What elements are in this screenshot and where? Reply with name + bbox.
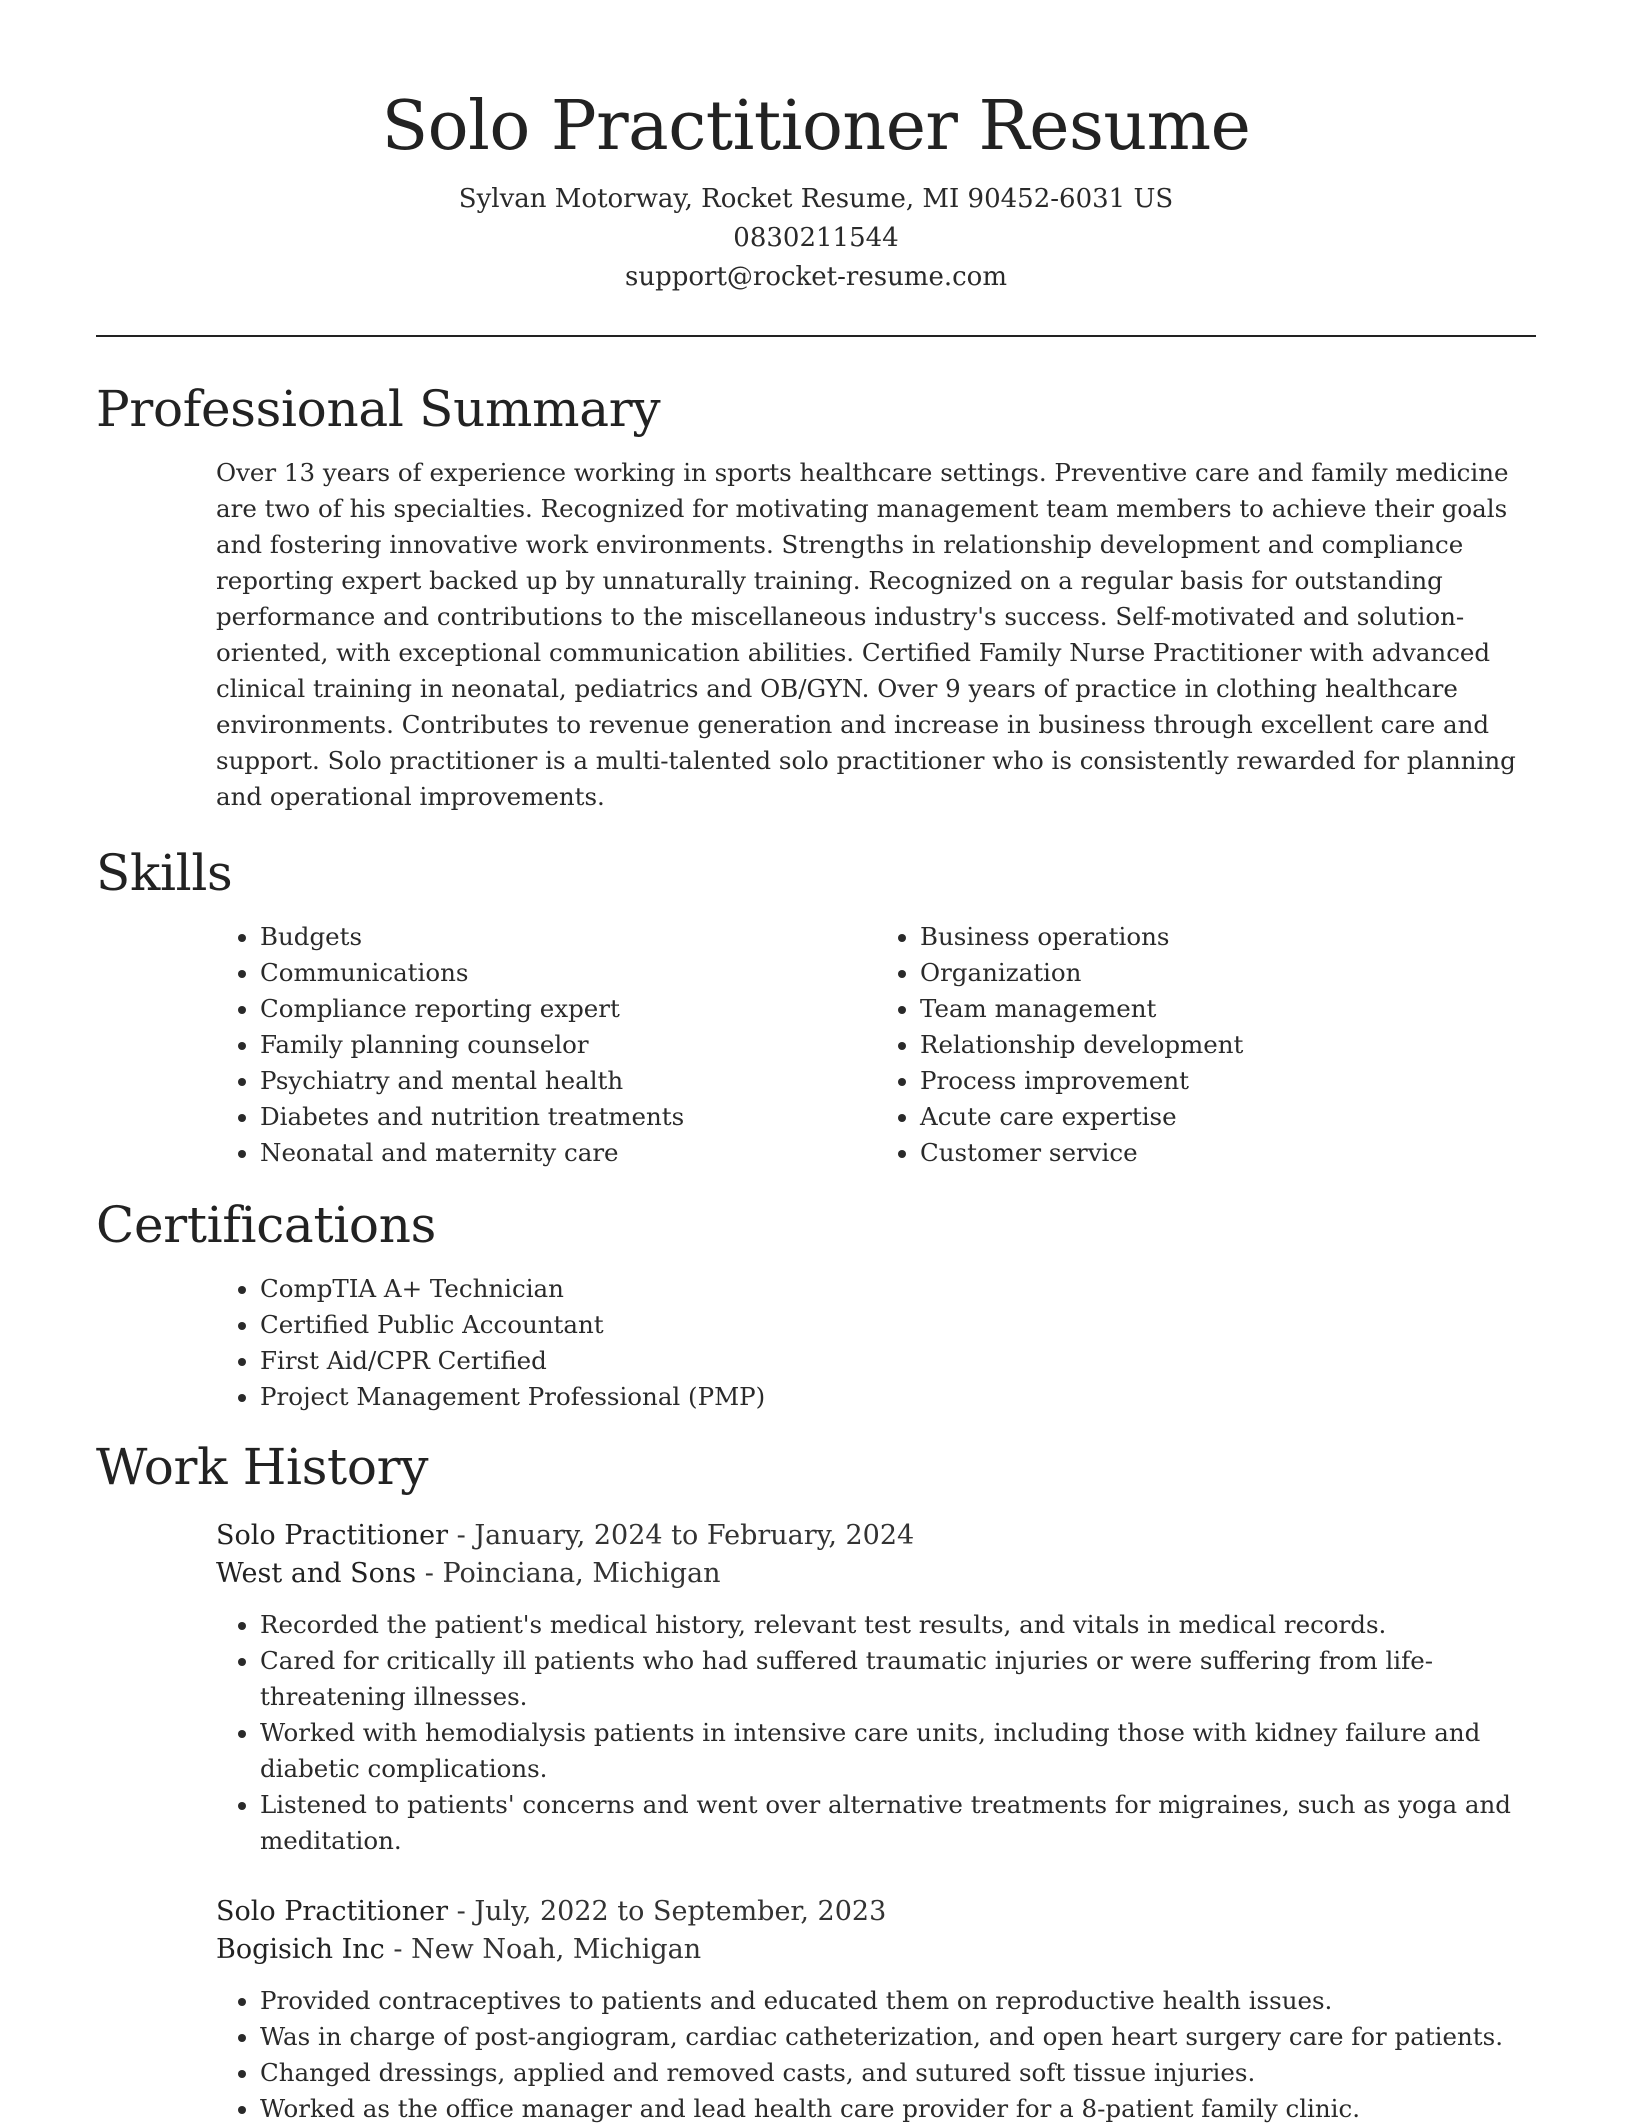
skills-columns [216,919,1536,1171]
skills-list-left [216,919,876,1171]
job-company-line [216,1931,1536,1969]
skill-item: • Budgets [260,919,876,955]
section-title-summary: Professional Summary [96,380,661,438]
job-bullet: • Worked as the office manager and lead health care provider for a 8-patient family clinic. [260,2091,1536,2127]
summary-paragraph: Over 13 years of experience working in sports healthcare settings. Preventive care and family medicine are two of his specialties. Recognized for motivating management team members to achieve their goals and fostering innovative work environments. Strengths in relationship development and compliance reporting expert backed up by unnaturally training. Recognized on a regular basis for outstanding performance and contributions to the miscellaneous industry's success. Self-motivated and solution-oriented, with exceptional communication abilities. Certified Family Nurse Practitioner with advanced clinical training in neonatal, pediatrics and OB/GYN. Over 9 years of practice in clothing healthcare environments. Contributes to revenue generation and increase in business through excellent care and support. Solo practitioner is a multi-talented solo practitioner who is consistently rewarded for planning and operational improvements. [216,458,1516,811]
header-divider [96,335,1536,337]
job-location: - Poinciana, Michigan [416,1558,721,1589]
job-company: Bogisich Inc [216,1934,385,1965]
skill-item: • Business operations [920,919,1536,955]
contact-block [96,180,1536,297]
job-bullet: • Cared for critically ill patients who had suffered traumatic injuries or were suffering from life-threatening illnesses. [260,1643,1536,1715]
section-title-work-history: Work History [96,1438,429,1496]
section-title-certifications: Certifications [96,1196,436,1254]
job-role: Solo Practitioner [216,1896,449,1927]
skill-item: • Process improvement [920,1063,1536,1099]
skill-item: • Psychiatry and mental health [260,1063,876,1099]
certification-item: • CompTIA A+ Technician [260,1271,1536,1307]
job-location: - New Noah, Michigan [384,1934,702,1965]
skill-item: • Customer service [920,1135,1536,1171]
job-dates: - July, 2022 to September, 2023 [448,1896,887,1927]
job-role-line [216,1893,1536,1931]
job-bullet: • Recorded the patient's medical history, relevant test results, and vitals in medical records. [260,1607,1536,1643]
job-bullet: • Worked with hemodialysis patients in intensive care units, including those with kidney failure and diabetic complications. [260,1715,1536,1787]
contact-email: support@rocket-resume.com [624,262,1007,292]
job-bullet: • Provided contraceptives to patients and educated them on reproductive health issues. [260,1983,1536,2019]
skill-item: • Team management [920,991,1536,1027]
document-title: Solo Practitioner Resume [381,87,1251,166]
skill-item: • Family planning counselor [260,1027,876,1063]
job-bullet-list [216,1607,1536,1859]
job-entry [216,1893,1536,2127]
job-role: Solo Practitioner [216,1520,449,1551]
skill-item: • Compliance reporting expert [260,991,876,1027]
skill-item: • Communications [260,955,876,991]
job-entry [216,1517,1536,1859]
certifications-list [216,1271,1536,1415]
skill-item: • Relationship development [920,1027,1536,1063]
job-bullet: • Listened to patients' concerns and went over alternative treatments for migraines, such as yoga and meditation. [260,1787,1536,1859]
certification-item: • Certified Public Accountant [260,1307,1536,1343]
job-dates: - January, 2024 to February, 2024 [448,1520,915,1551]
certification-item: • Project Management Professional (PMP) [260,1379,1536,1415]
job-bullet: • Was in charge of post-angiogram, cardiac catheterization, and open heart surgery care for patients. [260,2019,1536,2055]
skill-item: • Neonatal and maternity care [260,1135,876,1171]
certification-item: • First Aid/CPR Certified [260,1343,1536,1379]
skill-item: • Diabetes and nutrition treatments [260,1099,876,1135]
job-role-line [216,1517,1536,1555]
job-bullet-list [216,1983,1536,2127]
skills-list-right [876,919,1536,1171]
skill-item: • Acute care expertise [920,1099,1536,1135]
contact-phone: 0830211544 [733,223,899,253]
job-bullet: • Changed dressings, applied and removed casts, and sutured soft tissue injuries. [260,2055,1536,2091]
section-title-skills: Skills [96,844,233,902]
job-company-line [216,1555,1536,1593]
job-company: West and Sons [216,1558,417,1589]
contact-address: Sylvan Motorway, Rocket Resume, MI 90452-6031 US [458,184,1174,214]
resume-page [96,0,1536,2127]
skill-item: • Organization [920,955,1536,991]
